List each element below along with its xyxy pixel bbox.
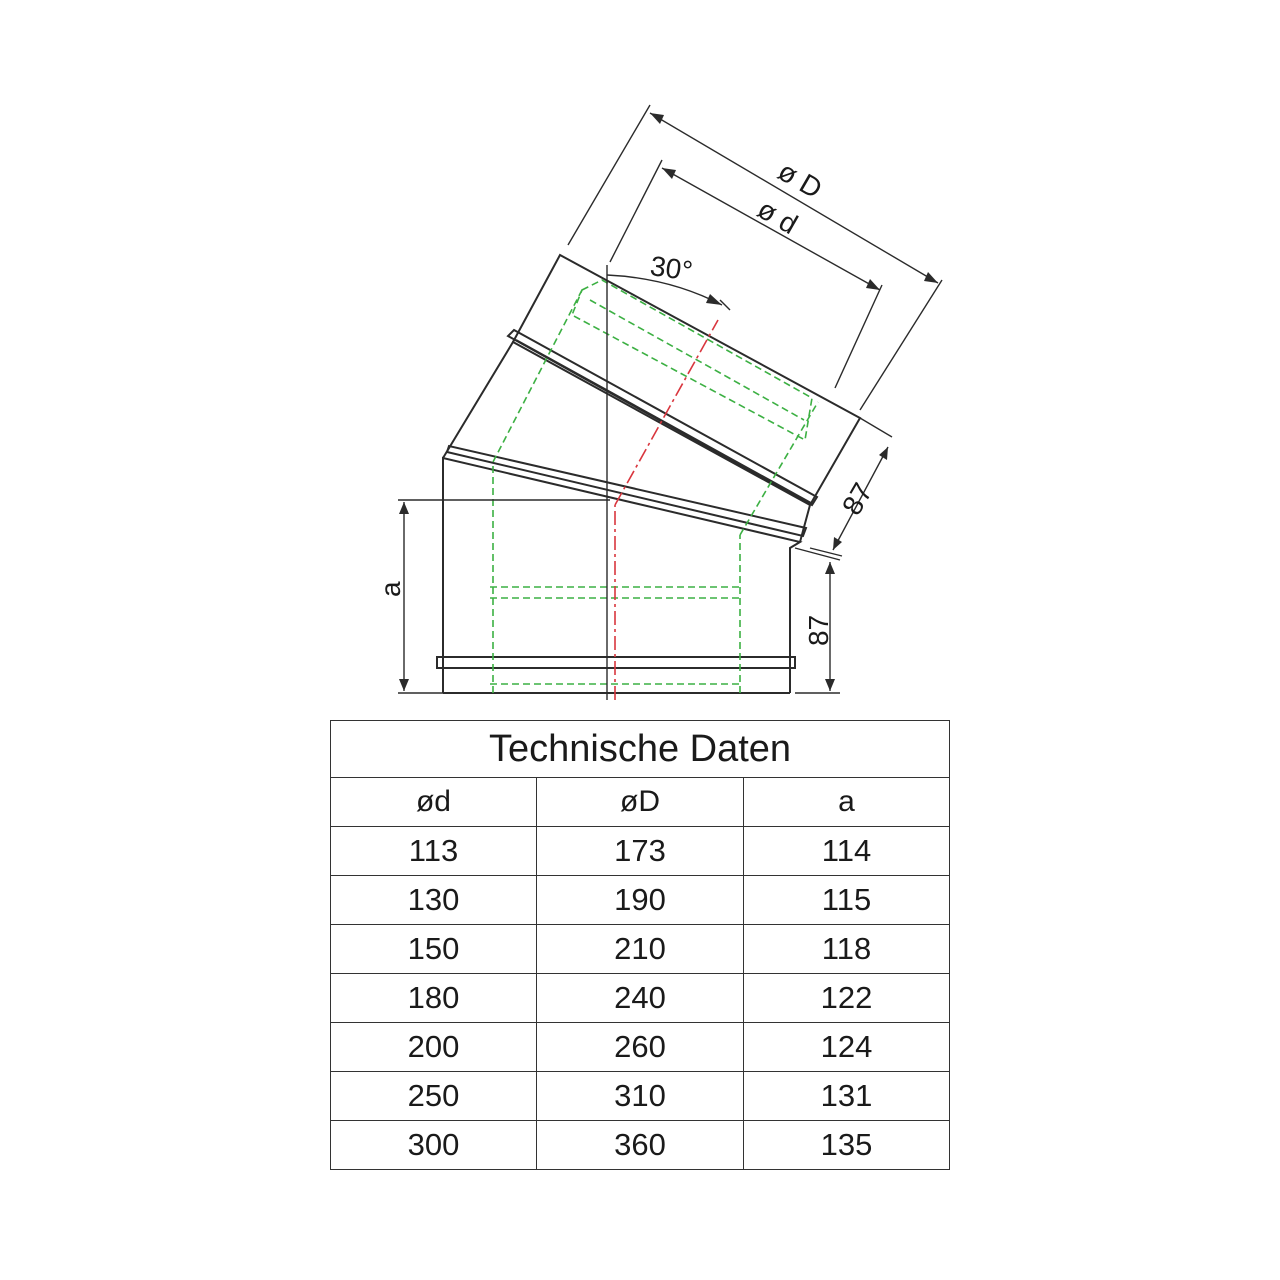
cell-outer-diameter: 210: [537, 925, 744, 974]
upper-87-label: 87: [836, 477, 879, 521]
arrow-D-right: [924, 272, 938, 283]
table-row: [331, 974, 950, 1023]
arrow-d-right: [866, 279, 880, 290]
cell-a: 114: [744, 827, 950, 876]
cell-a: 124: [744, 1023, 950, 1072]
outer-diameter-ext-right: [860, 280, 942, 410]
inner-top-socket: [572, 280, 812, 440]
center-line-angled: [615, 320, 718, 505]
middle-section-outline: [443, 342, 810, 542]
arrow-lower87-top: [825, 562, 835, 574]
cell-a: 131: [744, 1072, 950, 1121]
upper-section-outline: [513, 255, 860, 505]
inner-diameter-ext-right: [835, 285, 882, 388]
arrow-heads: [399, 113, 938, 691]
arrow-upper87-top: [879, 447, 888, 460]
dimension-lines: [398, 105, 942, 700]
upper-87-ext-a: [860, 418, 892, 437]
cell-a: 135: [744, 1121, 950, 1170]
inner-left-upper: [493, 290, 582, 462]
outer-diameter-label: ø D: [772, 155, 828, 205]
inner-pipe-lines: [490, 280, 818, 693]
arrow-angle: [706, 294, 722, 305]
cell-inner-diameter: 250: [331, 1072, 537, 1121]
upper-87-ext-b: [810, 548, 842, 556]
arrow-d-left: [662, 168, 676, 179]
table-row: [331, 1023, 950, 1072]
table-title-row: [331, 721, 950, 778]
table-row: [331, 1121, 950, 1170]
arrow-a-bottom: [399, 679, 409, 691]
cell-a: 122: [744, 974, 950, 1023]
technical-data-table: [330, 720, 950, 1170]
elbow-outline: [437, 255, 860, 693]
header-outer-diameter: øD: [537, 778, 744, 827]
cell-outer-diameter: 360: [537, 1121, 744, 1170]
header-inner-diameter: ød: [331, 778, 537, 827]
table-title: Technische Daten: [331, 721, 950, 778]
lower-87-label: 87: [803, 614, 834, 646]
bottom-bead: [437, 657, 795, 668]
cell-outer-diameter: 173: [537, 827, 744, 876]
outer-diameter-ext-left: [568, 105, 650, 245]
inner-diameter-ext-left: [610, 160, 662, 262]
arrow-upper87-bottom: [833, 537, 842, 550]
cell-inner-diameter: 200: [331, 1023, 537, 1072]
table-row: [331, 925, 950, 974]
angle-label: 30°: [648, 250, 695, 287]
cell-outer-diameter: 240: [537, 974, 744, 1023]
cell-outer-diameter: 310: [537, 1072, 744, 1121]
cell-inner-diameter: 300: [331, 1121, 537, 1170]
cell-inner-diameter: 180: [331, 974, 537, 1023]
cell-inner-diameter: 130: [331, 876, 537, 925]
inner-diameter-label: ø d: [752, 193, 803, 241]
table-header-row: [331, 778, 950, 827]
a-label: a: [375, 581, 406, 597]
cell-a: 115: [744, 876, 950, 925]
arrow-D-left: [650, 113, 664, 124]
table-row: [331, 876, 950, 925]
cell-a: 118: [744, 925, 950, 974]
upper-joint-ring: [508, 330, 817, 505]
arrow-a-top: [399, 502, 409, 514]
middle-joint-ring: [447, 446, 806, 536]
cell-outer-diameter: 190: [537, 876, 744, 925]
table-row: [331, 1072, 950, 1121]
header-a: a: [744, 778, 950, 827]
cell-inner-diameter: 150: [331, 925, 537, 974]
cell-outer-diameter: 260: [537, 1023, 744, 1072]
arrow-lower87-bottom: [825, 679, 835, 691]
table-row: [331, 827, 950, 876]
cell-inner-diameter: 113: [331, 827, 537, 876]
